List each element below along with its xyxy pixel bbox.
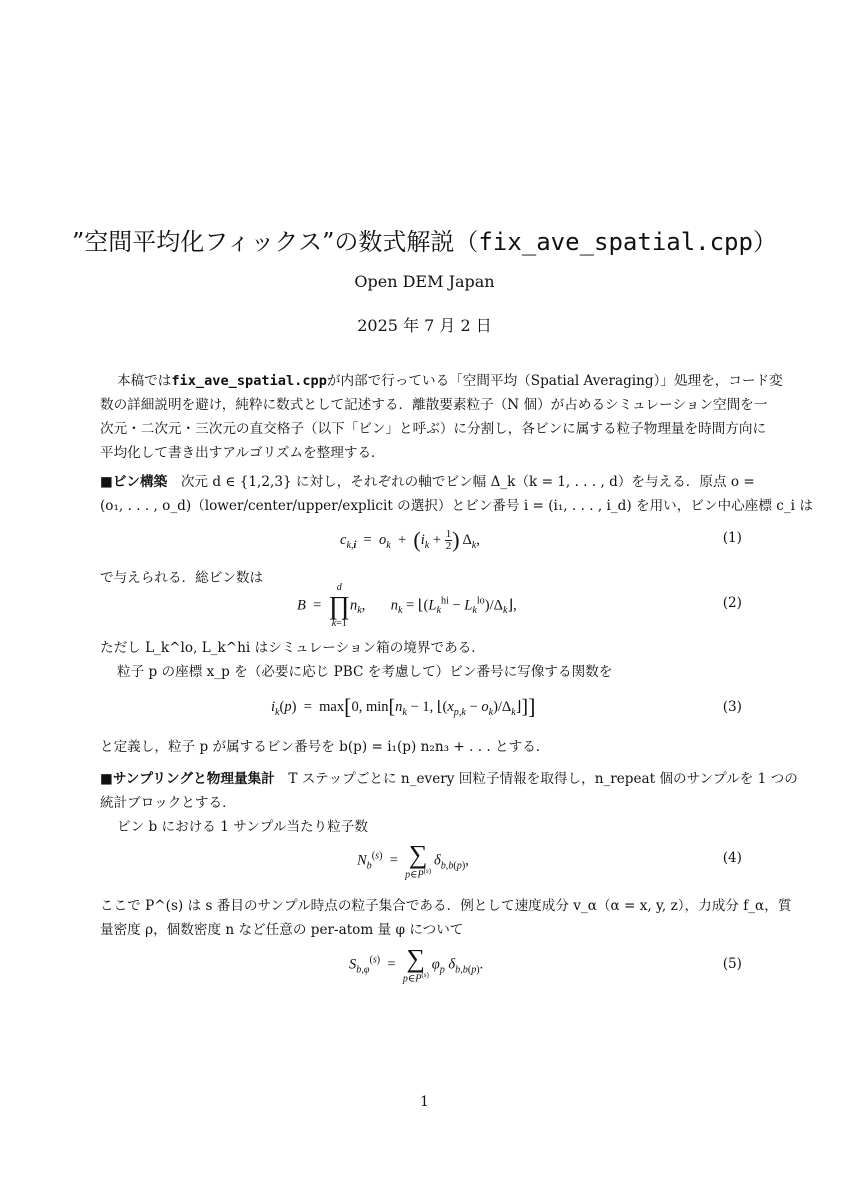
- sec2-line-3: ビン b における 1 サンプル当たり粒子数: [117, 819, 368, 835]
- sec2-after-2: 量密度 ρ，個数密度 n など任意の per-atom 量 φ について: [100, 922, 464, 938]
- date: 2025 年 7 月 2 日: [357, 316, 492, 335]
- sec1-after-1: で与えられる．総ビン数は: [100, 570, 264, 586]
- section-bin-construction: ■ビン構築 次元 d ∈ {1,2,3} に対し，それぞれの軸でビン幅 Δ_k（k = 1, . . . , d）を与える．原点 o =: [100, 474, 755, 490]
- equation-4: $N_b^{(s)}$ = ∑ $p\in P^{(s)}$ $\delta_{b,b(p)}$,: [357, 840, 469, 881]
- section-sampling: ■サンプリングと物理量集計 T ステップごとに n_every 回粒子情報を取得し，n_repeat 個のサンプルを 1 つの: [100, 771, 798, 787]
- equation-1: $c_{k,i} = o_k + (i_k$ + $\frac{1}{2}$ ) $\Delta_k$,: [340, 527, 480, 553]
- equation-number-3: (3): [722, 699, 742, 715]
- page-number: 1: [420, 1094, 429, 1110]
- sec1-after-4: と定義し，粒子 p が属するビン番号を b(p) = i₁(p) n₂n₃ + . . . とする．: [100, 739, 550, 755]
- sec1-line-2: (o₁, . . . , o_d)（lower/center/upper/explicit の選択）とビン番号 i = (i₁, . . . , i_d) を用い，ビン中心座標 c_i は: [100, 498, 813, 514]
- sec1-after-3: 粒子 p の座標 x_p を（必要に応じ PBC を考慮して）ビン番号に写像する関数を: [117, 664, 613, 680]
- intro-line-4: 平均化して書き出すアルゴリズムを整理する．: [100, 445, 385, 461]
- section-heading-2: ■サンプリングと物理量集計: [100, 771, 275, 787]
- sec2-line-2: 統計ブロックとする．: [100, 795, 236, 811]
- page-title: ”空間平均化フィックス”の数式解説（fix_ave_spatial.cpp）: [72, 228, 777, 256]
- equation-5: $S_{b,\varphi}^{(s)}$ = ∑ $p\in P^{(s)}$ $\varphi_p$ $\delta_{b,b(p)}$.: [349, 944, 484, 985]
- equation-number-2: (2): [722, 595, 742, 611]
- equation-number-5: (5): [722, 956, 742, 972]
- equation-number-4: (4): [722, 850, 742, 866]
- intro-line-3: 次元・二次元・三次元の直交格子（以下「ビン」と呼ぶ）に分割し，各ビンに属する粒子物理量を時間方向に: [100, 421, 767, 437]
- equation-3: $i_k(p) = \max[0$, $\min[n_k - 1$, $⌊(x_{p,k}$ − $o_k)/\Delta_k⌋$]]: [271, 694, 536, 719]
- author: Open DEM Japan: [354, 272, 495, 291]
- sec2-after-1: ここで P^(s) は s 番目のサンプル時点の粒子集合である．例として速度成分 v_α（α = x, y, z），力成分 f_α，質: [100, 898, 792, 914]
- intro-line-2: 数の詳細説明を避け，純粋に数式として記述する．離散要素粒子（N 個）が占めるシミュレーション空間を一: [100, 397, 768, 413]
- equation-2: B = d ∏ k=1 $n_k$, $n_k$ = $⌊(L_k^{hi}$ − $L_k^{lo})/\Delta_k⌋$,: [297, 582, 517, 629]
- equation-number-1: (1): [722, 530, 742, 546]
- sec1-after-2: ただし L_k^lo, L_k^hi はシミュレーション箱の境界である．: [100, 640, 485, 656]
- intro-line-1: 本稿ではfix_ave_spatial.cppが内部で行っている「空間平均（Spatial Averaging）」処理を，コード変: [117, 373, 783, 389]
- section-heading: ■ビン構築: [100, 474, 168, 490]
